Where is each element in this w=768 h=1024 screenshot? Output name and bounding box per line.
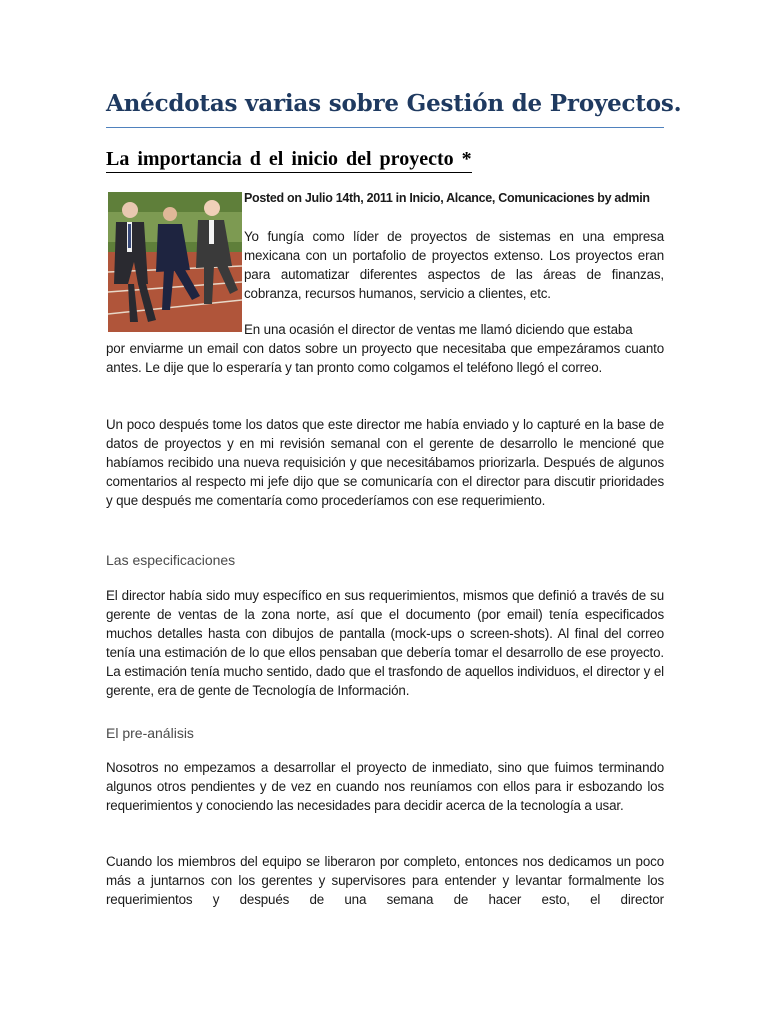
paragraph-director-call [106, 320, 664, 377]
heading-preanalysis: El pre-análisis [106, 725, 194, 741]
paragraph-capture: Un poco después tome los datos que este director me había enviado y lo capturé en la base de datos de proyectos y en mi revisión semanal con el gerente de desarrollo le mencioné que habíamos recibido una nueva requisición y que necesitábamos priorizarla. Después de algunos comentarios al respecto mi jefe dijo que se comunicaría con el director para discutir prioridades y que después me comentaría como procederíamos con ese requerimiento. [106, 417, 664, 509]
post-meta: Posted on Julio 14th, 2011 in Inicio, Alcance, Comunicaciones by admin [244, 191, 650, 205]
paragraph-director-call-rest: por enviarme un email con datos sobre un proyecto que necesitaba que empezáramos cuanto antes. Le dije que lo esperaría y tan pronto como colgamos el teléfono llegó el correo. [106, 341, 664, 376]
paragraph-specifications: El director había sido muy específico en sus requerimientos, mismos que definió a través de su gerente de ventas de la zona norte, así que el documento (por email) tenía especificados muchos detalles hasta con dibujos de pantalla (mock-ups o screen-shots). Al final del correo tenía una estimación de lo que ellos pensaban que debería tomar el desarrollo de ese proyecto. La estimación tenía mucho sentido, dado que el trasfondo de aquellos individuos, el director y el gerente, era de gente de Tecnología de Información. [106, 588, 664, 699]
photo-illustration [108, 192, 242, 332]
paragraph-intro: Yo fungía como líder de proyectos de sistemas en una empresa mexicana con un portafolio de proyectos extenso. Los proyectos eran para automatizar diferentes aspectos de las áreas de finanzas, cobranza, recursos humanos, servicio a clientes, etc. [244, 229, 664, 302]
paragraph-team: Cuando los miembros del equipo se liberaron por completo, entonces nos dedicamos un poco más a juntarnos con los gerentes y supervisores para entender y levantar formalmente los requerimientos y después de una semana de hacer esto, el director [106, 854, 664, 908]
businessmen-running-photo [108, 192, 242, 332]
document-title: Anécdotas varias sobre Gestión de Proyectos. [106, 90, 682, 117]
section-title: La importancia d el inicio del proyecto * [106, 148, 472, 173]
paragraph-preanalysis: Nosotros no empezamos a desarrollar el proyecto de inmediato, sino que fuimos terminando algunos otros pendientes y de vez en cuando nos reuníamos con ellos para ir esbozando los requerimientos y conociendo las necesidades para decidir acerca de la tecnología a usar. [106, 760, 664, 814]
title-divider [106, 127, 664, 128]
heading-specifications: Las especificaciones [106, 552, 236, 568]
paragraph-director-call-first-line: En una ocasión el director de ventas me llamó diciendo que estaba [244, 322, 633, 337]
